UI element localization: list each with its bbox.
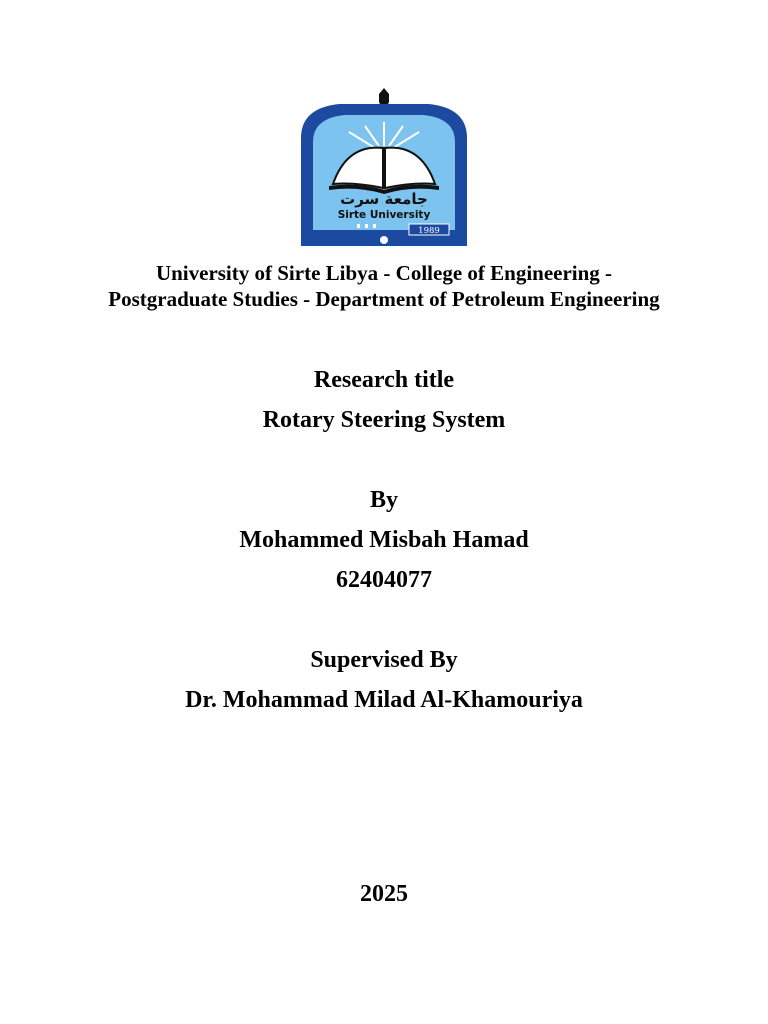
author-name: Mohammed Misbah Hamad (239, 527, 529, 553)
institution-heading: University of Sirte Libya - College of Engineering - Postgraduate Studies - Department of Petroleum Engineering (108, 261, 660, 311)
supervisor-label: Supervised By (310, 647, 458, 673)
logo-year: 1989 (418, 226, 440, 236)
supervisor-name: Dr. Mohammad Milad Al-Khamouriya (185, 687, 583, 713)
student-id: 62404077 (336, 567, 432, 593)
document-year: 2025 (360, 881, 408, 907)
author-label: By (369, 487, 398, 513)
research-title-label: Research title (313, 367, 455, 393)
research-title: Rotary Steering System (262, 407, 506, 433)
logo-english-name: Sirte University (337, 209, 431, 221)
sirte-university-logo (299, 86, 469, 248)
logo-arabic-name: جامعة سرت (340, 190, 428, 208)
